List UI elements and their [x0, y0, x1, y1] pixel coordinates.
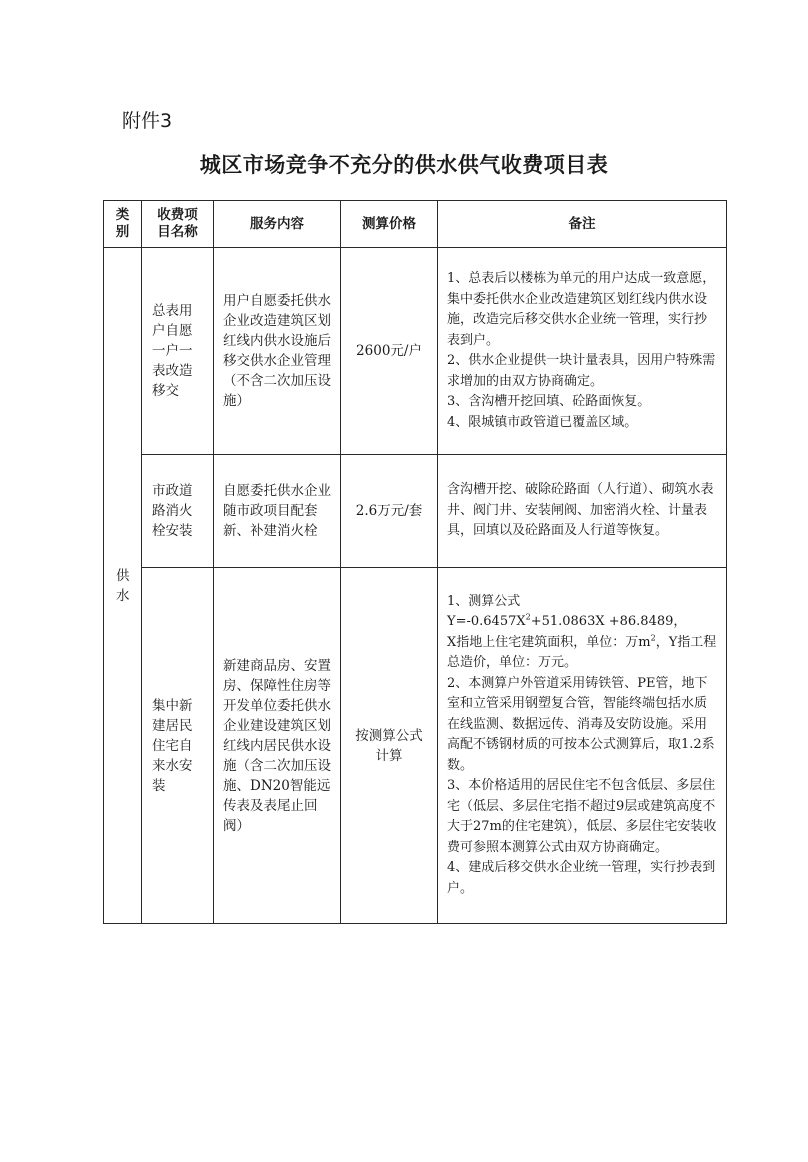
price-cell: 按测算公式 计算	[341, 568, 438, 924]
remarks-details: ，Y指工程总造价，单位：万元。 2、本测算户外管道采用铸铁管、PE管，地下室和立管采用钢塑复合管，智能终端包括水质在线监测、数据远传、消毒及安防设施。采用高配不锈钢材质的可按本公式测算后，取1.2系数。 3、本价格适用的居民住宅不包含低层、多层住宅（低层、多层住宅指不超过9层或建筑高度不大于27m的住宅建筑），低层、多层住宅安装收费可参照本测算公式由双方协商确定。 4、建成后移交供水企业统一管理，实行抄表到户。	[447, 634, 717, 896]
remarks-cell	[438, 568, 727, 924]
price-cell: 2.6万元/套	[341, 455, 438, 568]
header-remarks: 备注	[438, 201, 727, 248]
unit-exponent: 2	[650, 633, 656, 643]
service-cell: 用户自愿委托供水企业改造建筑区划红线内供水设施后移交供水企业管理（不含二次加压设施）	[214, 248, 341, 455]
remarks-area-text: +51.0863X +86.8489， X指地上住宅建筑面积，单位：万m	[447, 614, 687, 650]
header-item-name: 收费项 目名称	[142, 201, 214, 248]
attachment-label: 附件3	[122, 110, 173, 132]
formula-exponent: 2	[525, 612, 531, 622]
header-service: 服务内容	[214, 201, 341, 248]
header-price: 测算价格	[341, 201, 438, 248]
remarks-formula: 1、测算公式 Y=-0.6457X	[447, 593, 526, 630]
price-cell: 2600元/户	[341, 248, 438, 455]
remarks-cell: 含沟槽开挖、破除砼路面（人行道）、砌筑水表井、阀门井、安装闸阀、加密消火栓、计量表具，回填以及砼路面及人行道等恢复。	[438, 455, 727, 568]
table-row	[104, 568, 727, 924]
table-row	[104, 455, 727, 568]
item-name-cell: 集中新 建居民 住宅自 来水安 装	[142, 568, 214, 924]
table-header-row	[104, 201, 727, 248]
fee-table	[103, 200, 727, 924]
service-cell: 新建商品房、安置房、保障性住房等开发单位委托供水企业建设建筑区划红线内居民供水设施（含二次加压设施、DN20智能远传表及表尾止回阀）	[214, 568, 341, 924]
document-title: 城区市场竞争不充分的供水供气收费项目表	[199, 153, 609, 177]
category-cell: 供 水	[104, 248, 142, 924]
item-name-cell: 总表用 户自愿 一户一 表改造 移交	[142, 248, 214, 455]
table-row	[104, 248, 727, 455]
remarks-cell: 1、总表后以楼栋为单元的用户达成一致意愿，集中委托供水企业改造建筑区划红线内供水设施，改造完后移交供水企业统一管理，实行抄表到户。 2、供水企业提供一块计量表具，因用户特殊需求增加的由双方协商确定。 3、含沟槽开挖回填、砼路面恢复。 4、限城镇市政管道已覆盖区域。	[438, 248, 727, 455]
header-category: 类 别	[104, 201, 142, 248]
service-cell: 自愿委托供水企业随市政项目配套新、补建消火栓	[214, 455, 341, 568]
item-name-cell: 市政道 路消火 栓安装	[142, 455, 214, 568]
